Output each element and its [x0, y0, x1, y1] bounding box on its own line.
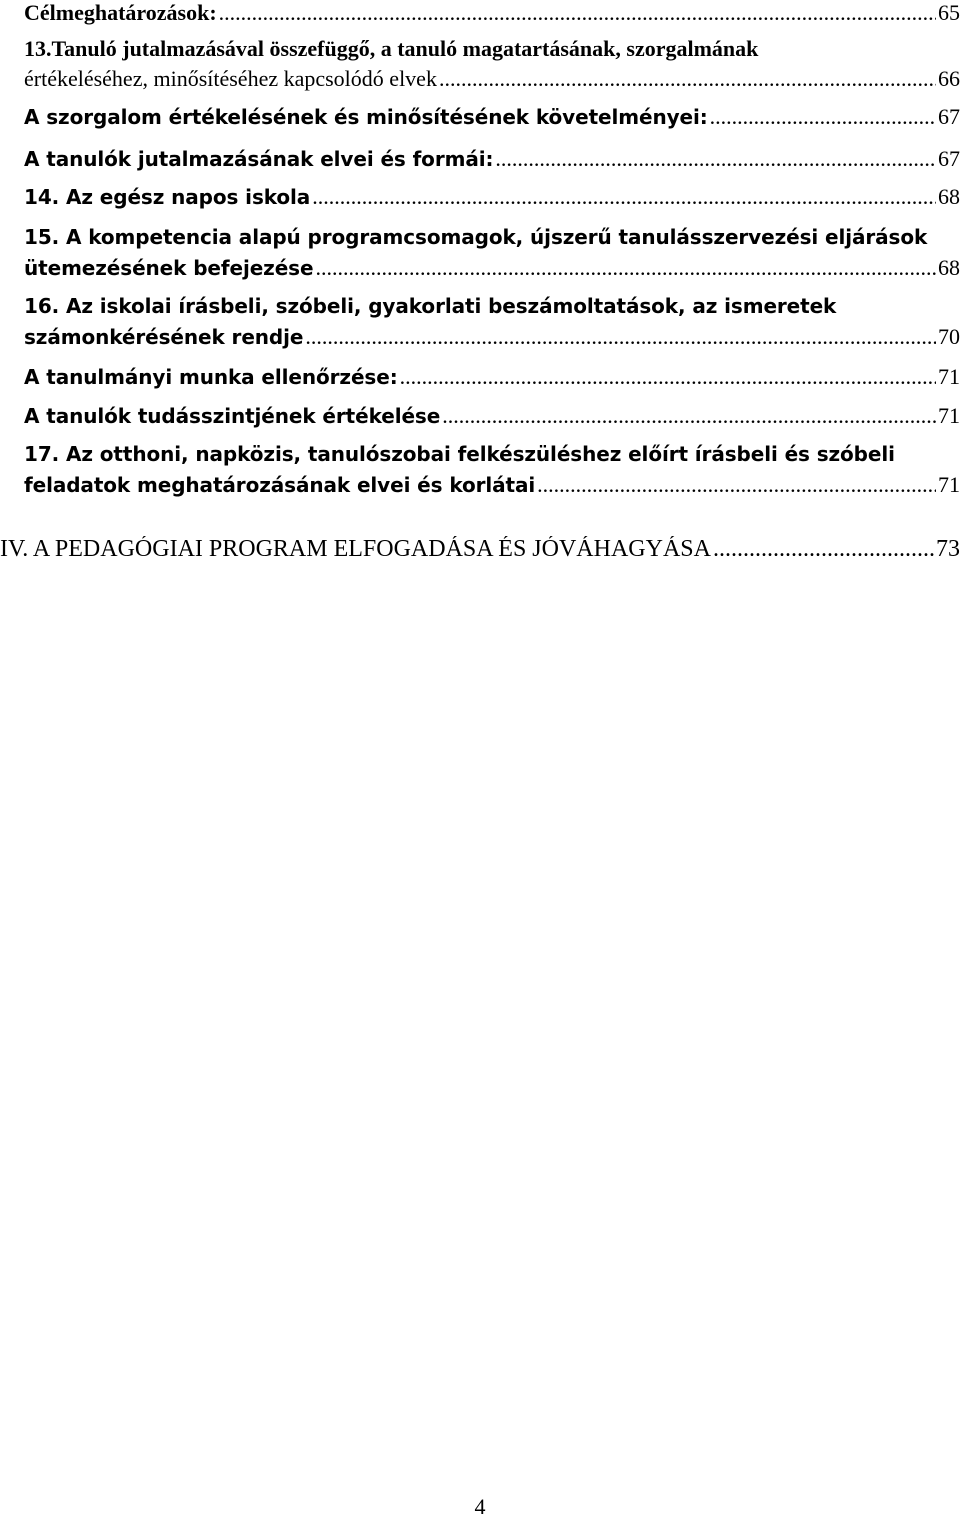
toc-entry-title: Célmeghatározások:	[24, 0, 217, 25]
page-number: 4	[474, 1494, 486, 1519]
toc-entry-title: 13.Tanuló jutalmazásával összefüggő, a tanuló magatartásának, szorgalmának	[24, 36, 759, 61]
toc-entry-title: A tanulmányi munka ellenőrzése:	[24, 365, 398, 389]
toc-entry-title: A tanulók jutalmazásának elvei és formái:	[24, 147, 494, 171]
toc-entry-page: 66	[938, 66, 960, 91]
toc-entry-title-continued: ütemezésének befejezése	[24, 256, 314, 280]
toc-entry-page: 70	[938, 324, 960, 349]
leader-dots	[439, 66, 936, 92]
leader-dots	[219, 0, 936, 26]
toc-entry-page: 67	[938, 104, 960, 129]
toc-entry-page: 68	[938, 184, 960, 209]
toc-entry-title: 15. A kompetencia alapú programcsomagok, újszerű tanulásszervezési eljárások	[24, 225, 928, 249]
leader-dots	[400, 364, 936, 390]
leader-dots	[713, 536, 934, 563]
leader-dots	[312, 184, 936, 210]
toc-entry-page: 71	[938, 472, 960, 497]
toc-entry-title: A szorgalom értékelésének és minősítésének követelményei:	[24, 105, 708, 129]
toc-entry-page: 67	[938, 146, 960, 171]
toc-entry-title: IV. A PEDAGÓGIAI PROGRAM ELFOGADÁSA ÉS JÓVÁHAGYÁSA	[0, 536, 711, 562]
toc-entry-title: 17. Az otthoni, napközis, tanulószobai felkészüléshez előírt írásbeli és szóbeli	[24, 442, 895, 466]
leader-dots	[495, 146, 936, 172]
toc-entry-page: 71	[938, 403, 960, 428]
toc-entry-page: 73	[936, 536, 960, 562]
leader-dots	[710, 104, 936, 130]
toc-entry-title-continued: értékeléséhez, minősítéséhez kapcsolódó elvek	[24, 66, 437, 91]
toc-entry-title-continued: feladatok meghatározásának elvei és korlátai	[24, 473, 536, 497]
toc-entry-title: 14. Az egész napos iskola	[24, 185, 311, 209]
toc-entry-page: 65	[938, 0, 960, 25]
toc-entry-title: 16. Az iskolai írásbeli, szóbeli, gyakorlati beszámoltatások, az ismeretek	[24, 294, 837, 318]
toc-entry-title-continued: számonkérésének rendje	[24, 325, 304, 349]
toc-entry-page: 71	[938, 364, 960, 389]
toc-entry-page: 68	[938, 255, 960, 280]
toc-entry-title: A tanulók tudásszintjének értékelése	[24, 404, 441, 428]
leader-dots	[537, 472, 936, 498]
leader-dots	[305, 324, 936, 350]
leader-dots	[315, 255, 936, 281]
leader-dots	[442, 403, 936, 429]
